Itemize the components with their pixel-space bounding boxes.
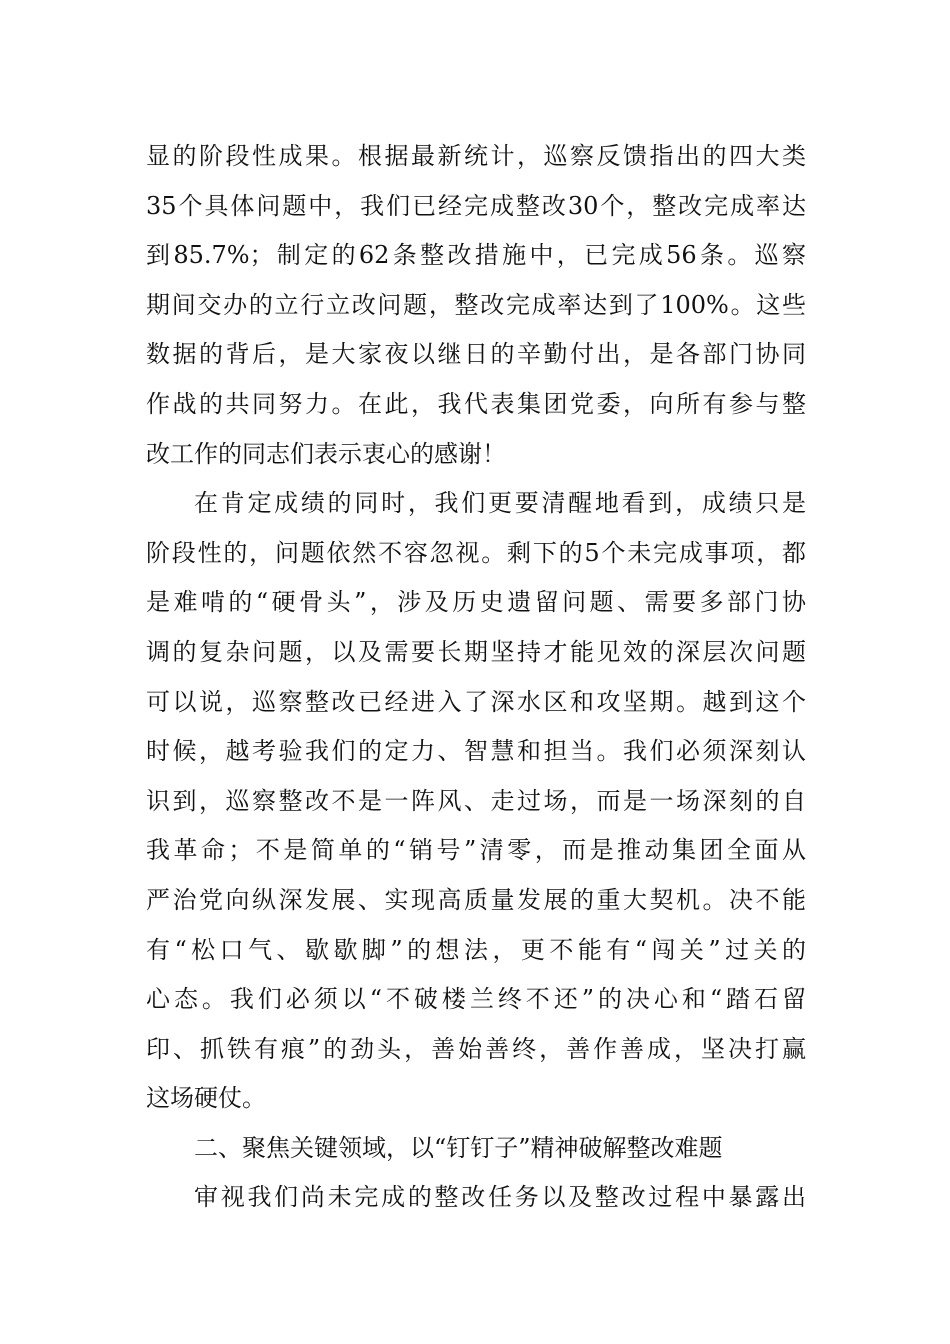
- text-line: 时候，越考验我们的定力、智慧和担当。我们必须深刻认: [146, 737, 806, 766]
- text-line: 35个具体问题中，我们已经完成整改30个，整改完成率达: [146, 191, 806, 220]
- text-line: 作战的共同努力。在此，我代表集团党委，向所有参与整: [146, 389, 806, 418]
- text-line: 有“松口气、歇歇脚”的想法，更不能有“闯关”过关的: [146, 935, 806, 964]
- text-line: 期间交办的立行立改问题，整改完成率达到了100%。这些: [146, 290, 806, 319]
- text-line: 我革命；不是简单的“销号”清零，而是推动集团全面从: [146, 836, 806, 865]
- text-line: 心态。我们必须以“不破楼兰终不还”的决心和“踏石留: [146, 985, 806, 1014]
- text-line: 可以说，巡察整改已经进入了深水区和攻坚期。越到这个: [146, 687, 806, 716]
- text-line: 到85.7%；制定的62条整改措施中，已完成56条。巡察: [146, 241, 806, 270]
- text-line: 印、抓铁有痕”的劲头，善始善终，善作善成，坚决打赢: [146, 1034, 806, 1063]
- text-line: 这场硬仗。: [146, 1084, 266, 1113]
- text-line: 数据的背后，是大家夜以继日的辛勤付出，是各部门协同: [146, 340, 806, 369]
- text-line: 严治党向纵深发展、实现高质量发展的重大契机。决不能: [146, 885, 806, 914]
- text-line: 在肯定成绩的同时，我们更要清醒地看到，成绩只是: [194, 489, 806, 518]
- text-line: 识到，巡察整改不是一阵风、走过场，而是一场深刻的自: [146, 786, 806, 815]
- text-line: 阶段性的，问题依然不容忽视。剩下的5个未完成事项，都: [146, 538, 806, 567]
- text-line: 显的阶段性成果。根据最新统计，巡察反馈指出的四大类: [146, 142, 806, 170]
- text-line: 是难啃的“硬骨头”，涉及历史遗留问题、需要多部门协: [146, 588, 806, 617]
- section-heading: 二、聚焦关键领域，以“钉钉子”精神破解整改难题: [194, 1133, 723, 1162]
- document-page: [146, 132, 806, 1223]
- text-line: 审视我们尚未完成的整改任务以及整改过程中暴露出: [194, 1183, 806, 1212]
- paragraph-challenges: [146, 479, 806, 1124]
- text-line: 改工作的同志们表示衷心的感谢！: [146, 439, 506, 468]
- text-line: 调的复杂问题，以及需要长期坚持才能见效的深层次问题: [146, 637, 806, 666]
- paragraph-achievements: [146, 132, 806, 479]
